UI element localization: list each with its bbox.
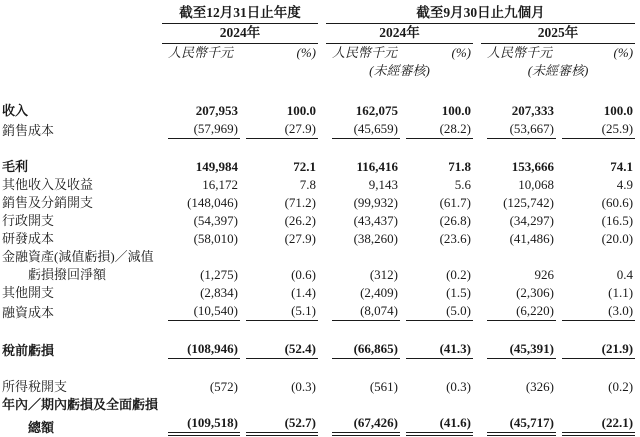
column-gap — [318, 176, 326, 194]
empty-cells — [162, 248, 635, 266]
percent-cell — [240, 176, 318, 194]
header-empty-cell — [162, 62, 318, 80]
column-gap — [318, 194, 326, 212]
cell-value: 72.1 — [293, 159, 316, 174]
table-row — [2, 396, 635, 414]
cell-value: (45,659) — [332, 121, 400, 139]
column-gap — [473, 176, 481, 194]
section-spacer-row — [2, 140, 635, 158]
spacer-cell — [2, 140, 635, 158]
cell-value: 100.0 — [603, 103, 634, 118]
cell-value: 116,416 — [356, 159, 398, 174]
cell-value: (45,391) — [487, 341, 556, 359]
header-body-gap — [2, 80, 635, 102]
percent-cell — [400, 266, 473, 284]
cell-value: (0.2) — [446, 267, 471, 282]
amount-cell — [326, 340, 400, 360]
column-gap — [318, 4, 326, 24]
period-title-interim: 截至9月30日止九個月 — [326, 4, 635, 24]
cell-value: (71.2) — [284, 195, 316, 210]
amount-cell — [326, 102, 400, 120]
cell-value: (1.1) — [608, 285, 634, 300]
amount-cell — [326, 414, 400, 437]
cell-value: (148,046) — [187, 195, 238, 210]
cell-value: 153,666 — [511, 159, 554, 174]
percent-cell — [400, 212, 473, 230]
cell-value: (26.8) — [439, 213, 471, 228]
amount-cell — [326, 158, 400, 176]
spacer-cell — [2, 322, 635, 340]
column-gap — [318, 340, 326, 360]
cell-value: (20.0) — [601, 231, 634, 246]
percent-cell — [240, 340, 318, 360]
row-label: 虧損撥回淨額 — [28, 267, 107, 282]
percent-cell — [556, 414, 635, 437]
cell-value: 100.0 — [441, 103, 471, 118]
cell-value: (43,437) — [353, 213, 398, 228]
percent-cell — [556, 194, 635, 212]
amount-cell — [481, 212, 556, 230]
cell-value: (561) — [369, 379, 398, 394]
unaudited-row — [2, 62, 635, 80]
row-label: 銷售及分銷開支 — [2, 195, 94, 210]
table-row — [2, 248, 635, 266]
amount-cell — [162, 212, 240, 230]
table-row — [2, 194, 635, 212]
cell-value: 4.9 — [616, 177, 634, 192]
header-empty-cell — [2, 44, 162, 63]
cell-value: (52.7) — [246, 415, 318, 436]
amount-cell — [481, 194, 556, 212]
cell-value: (34,297) — [509, 213, 554, 228]
percent-cell — [556, 158, 635, 176]
amount-cell — [481, 266, 556, 284]
amount-cell — [326, 230, 400, 248]
amount-cell — [162, 414, 240, 437]
cell-value: 5.6 — [454, 177, 471, 192]
cell-value: (2,306) — [516, 285, 554, 300]
amount-cell — [481, 302, 556, 322]
cell-value: 100.0 — [286, 103, 316, 118]
column-gap — [473, 266, 481, 284]
cell-value: 149,984 — [195, 159, 238, 174]
percent-label: (%) — [451, 45, 471, 60]
year-2024-interim: 2024年 — [326, 24, 473, 44]
cell-value: (25.9) — [562, 121, 635, 139]
empty-cells — [162, 396, 635, 414]
year-2025-interim: 2025年 — [481, 24, 635, 44]
row-label: 所得稅開支 — [2, 379, 68, 394]
percent-cell — [556, 284, 635, 302]
cell-value: (28.2) — [406, 121, 473, 139]
cell-value: (23.6) — [439, 231, 471, 246]
row-label: 其他收入及收益 — [2, 177, 94, 192]
column-gap — [318, 378, 326, 396]
cell-value: (41.6) — [406, 415, 473, 436]
column-gap — [473, 414, 481, 437]
column-gap — [318, 102, 326, 120]
cell-value: (109,518) — [168, 415, 240, 436]
unit-header-row — [2, 44, 635, 63]
row-label: 研發成本 — [2, 231, 55, 246]
percent-cell — [400, 414, 473, 437]
cell-value: (108,946) — [168, 341, 240, 359]
period-header-row — [2, 4, 635, 24]
row-label: 毛利 — [2, 159, 29, 174]
column-gap — [473, 158, 481, 176]
percent-cell — [240, 266, 318, 284]
row-label: 總額 — [28, 420, 55, 435]
column-gap — [473, 340, 481, 360]
cell-value: (326) — [525, 379, 554, 394]
cell-value: (0.2) — [608, 379, 634, 394]
column-gap — [473, 194, 481, 212]
amount-cell — [162, 102, 240, 120]
table-row — [2, 158, 635, 176]
percent-cell — [556, 176, 635, 194]
percent-cell — [240, 284, 318, 302]
percent-cell — [400, 230, 473, 248]
cell-value: (1.5) — [446, 285, 471, 300]
row-label: 年內／期內虧損及全面虧損 — [2, 397, 159, 412]
table-row — [2, 102, 635, 120]
cell-value: (0.3) — [446, 379, 471, 394]
table-row — [2, 176, 635, 194]
percent-cell — [400, 176, 473, 194]
amount-cell — [481, 120, 556, 140]
amount-cell — [326, 120, 400, 140]
amount-cell — [326, 194, 400, 212]
cell-value: (0.3) — [291, 379, 316, 394]
cell-value: (26.2) — [284, 213, 316, 228]
percent-cell — [556, 120, 635, 140]
amount-cell — [162, 284, 240, 302]
cell-value: (1.4) — [291, 285, 316, 300]
amount-cell — [162, 194, 240, 212]
cell-value: 71.8 — [448, 159, 471, 174]
column-gap — [473, 302, 481, 322]
row-label: 稅前虧損 — [2, 343, 55, 358]
cell-value: (0.6) — [291, 267, 316, 282]
cell-value: (5.0) — [406, 303, 473, 321]
financial-statements-table — [2, 4, 635, 437]
percent-cell — [240, 158, 318, 176]
column-gap — [473, 120, 481, 140]
cell-value: 10,068 — [518, 177, 554, 192]
year-header-row — [2, 24, 635, 44]
cell-value: (41.3) — [406, 341, 473, 359]
amount-cell — [326, 212, 400, 230]
year-2024-annual: 2024年 — [162, 24, 318, 44]
cell-value: (6,220) — [487, 303, 556, 321]
cell-value: (3.0) — [562, 303, 635, 321]
table-body — [2, 102, 635, 437]
column-gap — [473, 212, 481, 230]
amount-cell — [326, 302, 400, 322]
cell-value: 74.1 — [610, 159, 634, 174]
row-label: 融資成本 — [2, 305, 55, 320]
header-empty-cell — [2, 24, 162, 44]
amount-cell — [162, 158, 240, 176]
cell-value: (572) — [209, 379, 238, 394]
cell-value: (61.7) — [439, 195, 471, 210]
column-gap — [318, 24, 326, 44]
amount-cell — [326, 176, 400, 194]
column-gap — [318, 158, 326, 176]
spacer-cell — [2, 80, 635, 102]
table-row — [2, 378, 635, 396]
row-label: 銷售成本 — [2, 123, 55, 138]
cell-value: (67,426) — [332, 415, 400, 436]
unaudited-label: (未經審核) — [369, 63, 430, 78]
cell-value: 162,075 — [355, 103, 398, 118]
cell-value: (10,540) — [168, 303, 240, 321]
percent-cell — [400, 194, 473, 212]
cell-value: (2,834) — [200, 285, 238, 300]
cell-value: (312) — [369, 267, 398, 282]
unit-label: 人民幣千元 — [332, 45, 398, 60]
cell-value: (8,074) — [332, 303, 400, 321]
amount-cell — [162, 378, 240, 396]
amount-cell — [162, 120, 240, 140]
amount-cell — [481, 284, 556, 302]
column-gap — [473, 24, 481, 44]
table-row — [2, 266, 635, 284]
amount-cell — [326, 266, 400, 284]
header-empty-cell — [2, 62, 162, 80]
amount-cell — [481, 230, 556, 248]
cell-value: (45,717) — [487, 415, 556, 436]
percent-cell — [400, 120, 473, 140]
amount-cell — [162, 340, 240, 360]
column-gap — [318, 44, 326, 63]
percent-cell — [556, 212, 635, 230]
column-gap — [473, 102, 481, 120]
cell-value: (27.9) — [284, 231, 316, 246]
cell-value: 9,143 — [368, 177, 398, 192]
percent-cell — [556, 102, 635, 120]
amount-cell — [162, 230, 240, 248]
column-gap — [473, 378, 481, 396]
column-gap — [473, 230, 481, 248]
table-row — [2, 414, 635, 437]
cell-value: (21.9) — [562, 341, 635, 359]
column-gap — [318, 414, 326, 437]
percent-cell — [240, 212, 318, 230]
unit-label: 人民幣千元 — [487, 45, 553, 60]
cell-value: (54,397) — [193, 213, 238, 228]
cell-value: (99,932) — [353, 195, 398, 210]
percent-cell — [556, 266, 635, 284]
percent-cell — [400, 378, 473, 396]
cell-value: 207,953 — [195, 103, 238, 118]
percent-cell — [400, 302, 473, 322]
percent-cell — [240, 194, 318, 212]
percent-cell — [240, 302, 318, 322]
cell-value: (60.6) — [601, 195, 634, 210]
cell-value: 16,172 — [202, 177, 238, 192]
column-gap — [473, 44, 481, 63]
percent-cell — [556, 340, 635, 360]
table-row — [2, 302, 635, 322]
section-spacer-row — [2, 360, 635, 378]
cell-value: (52.4) — [246, 341, 318, 359]
amount-cell — [162, 302, 240, 322]
percent-cell — [240, 120, 318, 140]
amount-cell — [326, 284, 400, 302]
cell-value: (2,409) — [360, 285, 398, 300]
table-row — [2, 120, 635, 140]
percent-cell — [240, 414, 318, 437]
cell-value: (22.1) — [562, 415, 635, 436]
percent-cell — [556, 378, 635, 396]
amount-cell — [481, 176, 556, 194]
header-empty-cell — [2, 4, 162, 24]
cell-value: (57,969) — [168, 121, 240, 139]
cell-value: (27.9) — [246, 121, 318, 139]
row-label: 其他開支 — [2, 285, 55, 300]
percent-cell — [556, 302, 635, 322]
column-gap — [318, 266, 326, 284]
column-gap — [473, 62, 481, 80]
percent-cell — [556, 230, 635, 248]
spacer-cell — [2, 360, 635, 378]
table-row — [2, 284, 635, 302]
cell-value: 7.8 — [299, 177, 316, 192]
percent-label: (%) — [613, 45, 634, 60]
column-gap — [318, 284, 326, 302]
cell-value: (1,275) — [200, 267, 238, 282]
table-row — [2, 230, 635, 248]
column-gap — [318, 62, 326, 80]
cell-value: (125,742) — [503, 195, 554, 210]
amount-cell — [162, 266, 240, 284]
table-row — [2, 212, 635, 230]
cell-value: (41,486) — [509, 231, 554, 246]
row-label: 收入 — [2, 103, 29, 118]
cell-value: (66,865) — [332, 341, 400, 359]
cell-value: (58,010) — [193, 231, 238, 246]
column-gap — [473, 284, 481, 302]
cell-value: (16.5) — [601, 213, 634, 228]
column-gap — [318, 212, 326, 230]
percent-cell — [400, 284, 473, 302]
cell-value: (53,667) — [487, 121, 556, 139]
cell-value: 0.4 — [616, 267, 634, 282]
cell-value: 207,333 — [511, 103, 554, 118]
amount-cell — [481, 102, 556, 120]
unaudited-label: (未經審核) — [527, 63, 589, 78]
amount-cell — [481, 414, 556, 437]
percent-cell — [240, 230, 318, 248]
unit-label: 人民幣千元 — [168, 45, 234, 60]
percent-cell — [240, 102, 318, 120]
row-label: 金融資產(減值虧損)／減值 — [2, 249, 154, 264]
row-label: 行政開支 — [2, 213, 55, 228]
amount-cell — [481, 378, 556, 396]
cell-value: (38,260) — [353, 231, 398, 246]
percent-cell — [400, 340, 473, 360]
percent-label: (%) — [296, 45, 316, 60]
amount-cell — [162, 176, 240, 194]
amount-cell — [481, 158, 556, 176]
percent-cell — [240, 378, 318, 396]
percent-cell — [400, 102, 473, 120]
table-row — [2, 340, 635, 360]
column-gap — [318, 230, 326, 248]
amount-cell — [481, 340, 556, 360]
percent-cell — [400, 158, 473, 176]
amount-cell — [326, 378, 400, 396]
period-title-annual: 截至12月31日止年度 — [162, 4, 318, 24]
cell-value: (5.1) — [246, 303, 318, 321]
cell-value: 926 — [534, 267, 554, 282]
column-gap — [318, 302, 326, 322]
column-gap — [318, 120, 326, 140]
section-spacer-row — [2, 322, 635, 340]
